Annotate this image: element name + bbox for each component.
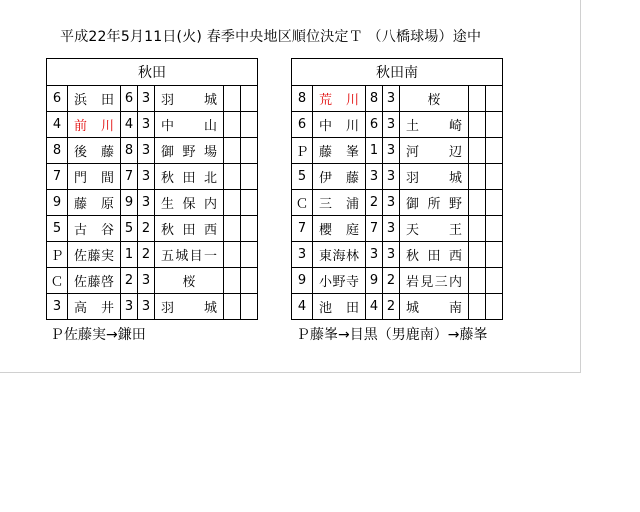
- school-name: 桜: [427, 93, 441, 108]
- right-lineup-table: [291, 58, 503, 320]
- empty-cell: [469, 164, 486, 190]
- grade-cell: 3: [383, 112, 400, 138]
- player-name: 佐藤啓: [74, 275, 114, 290]
- player-name-cell: [313, 268, 366, 294]
- school-cell: [155, 86, 224, 112]
- position-cell: Ｃ: [47, 268, 68, 294]
- school-cell: [400, 190, 469, 216]
- lineup-row: [47, 138, 258, 164]
- position-cell: 8: [47, 138, 68, 164]
- player-name-cell: [313, 294, 366, 320]
- player-name: 小野寺: [319, 275, 359, 290]
- number-cell: 3: [366, 164, 383, 190]
- empty-cell: [486, 216, 503, 242]
- empty-cell: [486, 112, 503, 138]
- right-team-name: 秋田南: [292, 59, 503, 86]
- number-cell: 8: [366, 86, 383, 112]
- school-name: 五城目一: [161, 249, 217, 264]
- school-cell: [155, 268, 224, 294]
- player-name: 藤 原: [74, 197, 114, 212]
- empty-cell: [486, 190, 503, 216]
- player-name-cell: [68, 86, 121, 112]
- player-name-cell: [313, 190, 366, 216]
- player-name-cell: [313, 86, 366, 112]
- empty-cell: [241, 294, 258, 320]
- empty-cell: [469, 190, 486, 216]
- lineup-row: [292, 268, 503, 294]
- player-name: 門 間: [74, 171, 114, 186]
- school-cell: [400, 294, 469, 320]
- school-cell: [400, 112, 469, 138]
- position-cell: 7: [47, 164, 68, 190]
- school-name: 中 山: [161, 119, 217, 134]
- school-cell: [400, 138, 469, 164]
- empty-cell: [224, 138, 241, 164]
- school-name: 羽 城: [406, 171, 462, 186]
- school-cell: [155, 294, 224, 320]
- player-name: 荒 川: [319, 93, 359, 108]
- player-name: 中 川: [319, 119, 359, 134]
- grade-cell: 3: [383, 216, 400, 242]
- empty-cell: [486, 138, 503, 164]
- number-cell: 7: [121, 164, 138, 190]
- school-name: 生保内: [161, 197, 217, 212]
- player-name-cell: [68, 164, 121, 190]
- position-cell: 5: [292, 164, 313, 190]
- lineup-row: [47, 112, 258, 138]
- school-cell: [400, 268, 469, 294]
- left-lineup-table: [46, 58, 258, 320]
- lineup-row: [47, 86, 258, 112]
- school-cell: [155, 216, 224, 242]
- school-cell: [155, 138, 224, 164]
- empty-cell: [469, 268, 486, 294]
- number-cell: 7: [366, 216, 383, 242]
- number-cell: 4: [366, 294, 383, 320]
- player-name-cell: [68, 242, 121, 268]
- empty-cell: [241, 190, 258, 216]
- position-cell: Ｐ: [292, 138, 313, 164]
- school-name: 秋田西: [161, 223, 217, 238]
- player-name: 浜 田: [74, 93, 114, 108]
- player-name: 櫻 庭: [319, 223, 359, 238]
- number-cell: 4: [121, 112, 138, 138]
- grade-cell: 3: [138, 138, 155, 164]
- school-name: 桜: [182, 275, 196, 290]
- school-name: 羽 城: [161, 301, 217, 316]
- school-name: 土 崎: [406, 119, 462, 134]
- grade-cell: 3: [138, 86, 155, 112]
- empty-cell: [486, 268, 503, 294]
- lineup-row: [292, 242, 503, 268]
- lineup-row: [47, 190, 258, 216]
- lineup-row: [47, 242, 258, 268]
- page-title: 平成22年5月11日(火) 春季中央地区順位決定Ｔ （八橋球場）途中: [60, 29, 482, 45]
- grade-cell: 3: [383, 190, 400, 216]
- empty-cell: [224, 216, 241, 242]
- empty-cell: [241, 242, 258, 268]
- grade-cell: 3: [383, 86, 400, 112]
- empty-cell: [486, 86, 503, 112]
- sheet-edge-bottom: [0, 372, 581, 373]
- grade-cell: 2: [138, 242, 155, 268]
- grade-cell: 3: [383, 138, 400, 164]
- school-cell: [155, 242, 224, 268]
- school-cell: [155, 164, 224, 190]
- lineup-row: [292, 112, 503, 138]
- number-cell: 3: [366, 242, 383, 268]
- school-name: 秋田西: [406, 249, 462, 264]
- position-cell: 3: [292, 242, 313, 268]
- grade-cell: 3: [138, 294, 155, 320]
- grade-cell: 3: [383, 164, 400, 190]
- empty-cell: [241, 138, 258, 164]
- number-cell: 5: [121, 216, 138, 242]
- empty-cell: [486, 294, 503, 320]
- empty-cell: [486, 164, 503, 190]
- lineup-row: [292, 216, 503, 242]
- school-name: 御所野: [406, 197, 462, 212]
- empty-cell: [224, 112, 241, 138]
- player-name-cell: [313, 164, 366, 190]
- player-name: 三 浦: [319, 197, 359, 212]
- empty-cell: [224, 268, 241, 294]
- empty-cell: [486, 242, 503, 268]
- lineup-row: [47, 294, 258, 320]
- player-name: 藤 峯: [319, 145, 359, 160]
- player-name-cell: [68, 112, 121, 138]
- left-substitution-note: Ｐ佐藤実→鎌田: [50, 327, 146, 343]
- player-name-cell: [68, 190, 121, 216]
- grade-cell: 2: [138, 216, 155, 242]
- number-cell: 1: [121, 242, 138, 268]
- position-cell: 3: [47, 294, 68, 320]
- position-cell: 4: [292, 294, 313, 320]
- school-name: 御野場: [161, 145, 217, 160]
- empty-cell: [224, 86, 241, 112]
- lineup-row: [47, 216, 258, 242]
- position-cell: 9: [47, 190, 68, 216]
- empty-cell: [469, 294, 486, 320]
- position-cell: 5: [47, 216, 68, 242]
- school-name: 天 王: [406, 223, 462, 238]
- player-name-cell: [68, 294, 121, 320]
- lineup-row: [292, 294, 503, 320]
- school-cell: [400, 86, 469, 112]
- player-name-cell: [68, 268, 121, 294]
- player-name: 佐藤実: [74, 249, 114, 264]
- empty-cell: [469, 242, 486, 268]
- player-name-cell: [313, 216, 366, 242]
- position-cell: Ｃ: [292, 190, 313, 216]
- player-name: 高 井: [74, 301, 114, 316]
- number-cell: 9: [366, 268, 383, 294]
- position-cell: 6: [292, 112, 313, 138]
- school-name: 岩見三内: [406, 275, 462, 290]
- grade-cell: 2: [383, 268, 400, 294]
- empty-cell: [224, 164, 241, 190]
- school-cell: [400, 164, 469, 190]
- position-cell: 4: [47, 112, 68, 138]
- school-name: 河 辺: [406, 145, 462, 160]
- lineup-row: [292, 190, 503, 216]
- empty-cell: [469, 86, 486, 112]
- lineup-row: [292, 164, 503, 190]
- school-cell: [400, 242, 469, 268]
- left-team-name: 秋田: [47, 59, 258, 86]
- player-name: 後 藤: [74, 145, 114, 160]
- empty-cell: [224, 242, 241, 268]
- number-cell: 2: [121, 268, 138, 294]
- school-name: 秋田北: [161, 171, 217, 186]
- player-name-cell: [68, 216, 121, 242]
- empty-cell: [241, 164, 258, 190]
- grade-cell: 3: [383, 242, 400, 268]
- position-cell: 9: [292, 268, 313, 294]
- school-cell: [155, 112, 224, 138]
- player-name: 古 谷: [74, 223, 114, 238]
- number-cell: 9: [121, 190, 138, 216]
- empty-cell: [241, 216, 258, 242]
- position-cell: 7: [292, 216, 313, 242]
- grade-cell: 3: [138, 190, 155, 216]
- player-name-cell: [313, 138, 366, 164]
- player-name: 前 川: [74, 119, 114, 134]
- player-name: 伊 藤: [319, 171, 359, 186]
- school-name: 羽 城: [161, 93, 217, 108]
- player-name-cell: [68, 138, 121, 164]
- empty-cell: [241, 112, 258, 138]
- lineup-row: [47, 268, 258, 294]
- school-cell: [400, 216, 469, 242]
- player-name-cell: [313, 112, 366, 138]
- player-name-cell: [313, 242, 366, 268]
- player-name: 東海林: [319, 249, 359, 264]
- lineup-row: [292, 138, 503, 164]
- empty-cell: [469, 138, 486, 164]
- empty-cell: [224, 294, 241, 320]
- empty-cell: [469, 112, 486, 138]
- empty-cell: [224, 190, 241, 216]
- right-substitution-note: Ｐ藤峯→目黒（男鹿南）→藤峯: [296, 327, 488, 343]
- player-name: 池 田: [319, 301, 359, 316]
- number-cell: 2: [366, 190, 383, 216]
- empty-cell: [241, 268, 258, 294]
- lineup-row: [292, 86, 503, 112]
- grade-cell: 3: [138, 164, 155, 190]
- school-name: 城 南: [406, 301, 462, 316]
- number-cell: 6: [121, 86, 138, 112]
- sheet-edge-right: [580, 0, 581, 372]
- number-cell: 1: [366, 138, 383, 164]
- number-cell: 6: [366, 112, 383, 138]
- school-cell: [155, 190, 224, 216]
- empty-cell: [241, 86, 258, 112]
- number-cell: 8: [121, 138, 138, 164]
- grade-cell: 2: [383, 294, 400, 320]
- grade-cell: 3: [138, 112, 155, 138]
- position-cell: Ｐ: [47, 242, 68, 268]
- grade-cell: 3: [138, 268, 155, 294]
- position-cell: 6: [47, 86, 68, 112]
- empty-cell: [469, 216, 486, 242]
- lineup-row: [47, 164, 258, 190]
- number-cell: 3: [121, 294, 138, 320]
- position-cell: 8: [292, 86, 313, 112]
